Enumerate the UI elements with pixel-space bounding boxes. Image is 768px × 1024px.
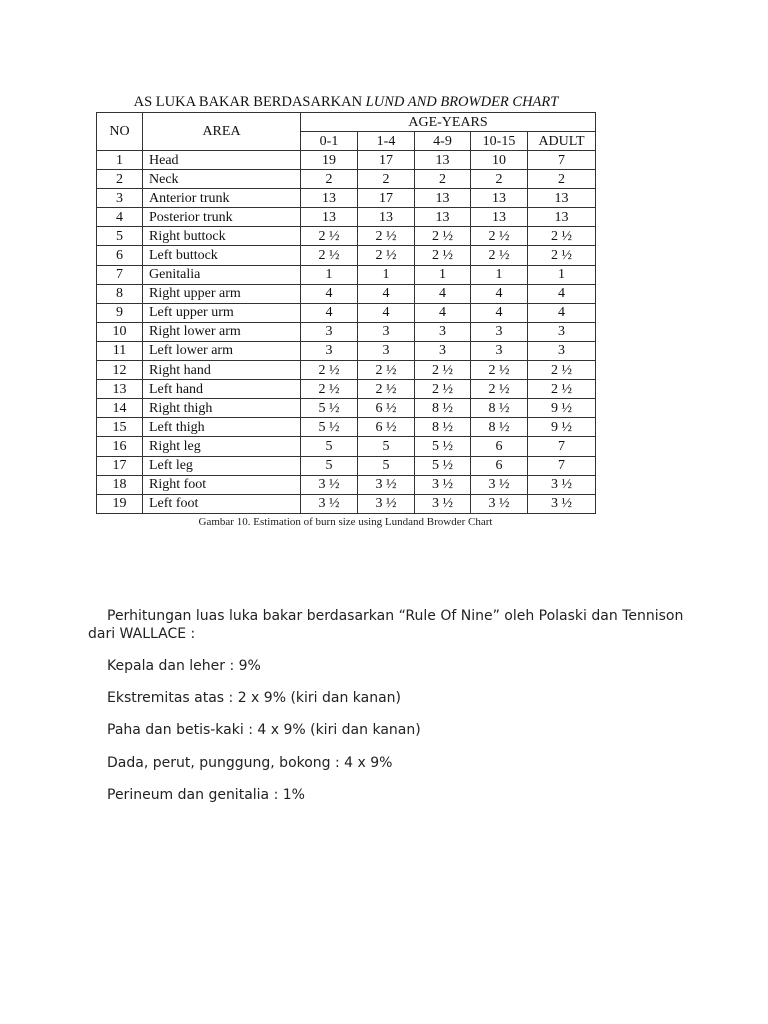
row-value: 2 ½ [415,361,471,380]
table-row [97,227,596,246]
row-value: 3 [415,341,471,360]
rule-item: Ekstremitas atas : 2 x 9% (kiri dan kanan) [107,690,402,706]
row-value: 3 [301,341,358,360]
row-number: 10 [97,322,143,341]
row-value: 2 ½ [358,380,415,399]
header-no: NO [97,113,143,151]
row-value: 2 ½ [415,227,471,246]
row-value: 3 ½ [471,494,528,513]
table-row [97,418,596,437]
header-age: ADULT [528,132,596,151]
row-value: 1 [528,265,596,284]
table-title-italic: LUND AND BROWDER CHART [365,94,559,110]
row-value: 4 [301,303,358,322]
table-title-text: AS LUKA BAKAR BERDASARKAN [133,94,366,110]
figure-caption: Gambar 10. Estimation of burn size using Lundand Browder Chart [198,516,493,528]
row-value: 13 [415,151,471,170]
row-value: 8 ½ [415,418,471,437]
row-value: 3 ½ [528,494,596,513]
row-value: 4 [358,284,415,303]
rule-item: Paha dan betis-kaki : 4 x 9% (kiri dan kanan) [107,722,421,738]
row-value: 5 [301,437,358,456]
row-number: 2 [97,170,143,189]
row-value: 2 ½ [528,227,596,246]
row-value: 3 ½ [301,475,358,494]
row-number: 19 [97,494,143,513]
table-body [97,151,596,514]
row-value: 3 [358,322,415,341]
table-row [97,208,596,227]
row-number: 15 [97,418,143,437]
row-value: 17 [358,151,415,170]
row-value: 4 [471,303,528,322]
row-area: Genitalia [143,265,301,284]
row-value: 2 ½ [528,361,596,380]
row-value: 5 [358,456,415,475]
row-value: 3 [415,322,471,341]
table-title [96,94,596,111]
row-value: 4 [528,303,596,322]
row-value: 4 [358,303,415,322]
row-value: 6 ½ [358,399,415,418]
row-value: 3 [471,322,528,341]
row-value: 3 ½ [358,475,415,494]
header-age: 0-1 [301,132,358,151]
row-value: 6 ½ [358,418,415,437]
row-area: Right hand [143,361,301,380]
row-value: 2 [301,170,358,189]
row-value: 17 [358,189,415,208]
row-area: Neck [143,170,301,189]
row-value: 5 [358,437,415,456]
row-value: 1 [471,265,528,284]
row-value: 10 [471,151,528,170]
row-value: 2 ½ [415,380,471,399]
table-row [97,303,596,322]
row-value: 3 [528,322,596,341]
row-number: 5 [97,227,143,246]
row-value: 5 [301,456,358,475]
row-value: 3 ½ [415,494,471,513]
row-value: 4 [415,284,471,303]
row-area: Right upper arm [143,284,301,303]
row-number: 6 [97,246,143,265]
row-number: 11 [97,341,143,360]
row-value: 7 [528,456,596,475]
row-number: 14 [97,399,143,418]
row-value: 13 [415,208,471,227]
row-value: 3 ½ [415,475,471,494]
row-value: 7 [528,151,596,170]
row-number: 17 [97,456,143,475]
row-value: 2 ½ [301,380,358,399]
row-value: 13 [528,208,596,227]
row-value: 4 [415,303,471,322]
row-value: 7 [528,437,596,456]
table-row [97,456,596,475]
row-value: 1 [358,265,415,284]
table-row [97,284,596,303]
row-value: 3 ½ [358,494,415,513]
row-value: 3 ½ [471,475,528,494]
row-value: 1 [415,265,471,284]
row-area: Left leg [143,456,301,475]
table-row [97,170,596,189]
row-value: 2 ½ [358,227,415,246]
table-row [97,322,596,341]
row-value: 2 ½ [528,246,596,265]
row-number: 13 [97,380,143,399]
row-value: 3 [471,341,528,360]
row-value: 2 ½ [471,246,528,265]
row-area: Right foot [143,475,301,494]
rule-item: Kepala dan leher : 9% [107,658,261,674]
row-value: 4 [471,284,528,303]
row-value: 13 [301,208,358,227]
row-area: Left thigh [143,418,301,437]
row-number: 3 [97,189,143,208]
row-value: 4 [301,284,358,303]
row-value: 2 [358,170,415,189]
row-value: 3 ½ [528,475,596,494]
table-row [97,151,596,170]
row-value: 8 ½ [415,399,471,418]
row-number: 7 [97,265,143,284]
table-row [97,361,596,380]
header-age: 10-15 [471,132,528,151]
row-area: Right thigh [143,399,301,418]
row-value: 9 ½ [528,399,596,418]
lund-browder-table [96,112,596,514]
row-value: 13 [528,189,596,208]
table-row [97,265,596,284]
row-value: 3 ½ [301,494,358,513]
row-value: 5 ½ [415,456,471,475]
row-value: 3 [358,341,415,360]
row-value: 2 ½ [471,361,528,380]
header-area: AREA [143,113,301,151]
row-value: 4 [528,284,596,303]
row-value: 2 ½ [301,227,358,246]
row-value: 13 [471,208,528,227]
intro-paragraph: Perhitungan luas luka bakar berdasarkan “Rule Of Nine” oleh Polaski dan Tennison dari WALLACE : [88,608,684,642]
row-area: Head [143,151,301,170]
row-value: 2 ½ [415,246,471,265]
row-value: 8 ½ [471,418,528,437]
row-number: 1 [97,151,143,170]
row-area: Right leg [143,437,301,456]
table-row [97,341,596,360]
rule-item: Dada, perut, punggung, bokong : 4 x 9% [107,755,393,771]
row-value: 5 ½ [301,399,358,418]
row-value: 2 ½ [358,246,415,265]
row-value: 5 ½ [301,418,358,437]
row-area: Left lower arm [143,341,301,360]
row-number: 18 [97,475,143,494]
row-value: 19 [301,151,358,170]
row-value: 2 ½ [358,361,415,380]
row-value: 13 [301,189,358,208]
table-row [97,437,596,456]
row-number: 16 [97,437,143,456]
table-row [97,399,596,418]
table-row [97,380,596,399]
header-age: 4-9 [415,132,471,151]
row-value: 13 [471,189,528,208]
row-value: 2 [415,170,471,189]
row-value: 2 ½ [471,227,528,246]
row-value: 1 [301,265,358,284]
row-value: 13 [358,208,415,227]
row-area: Left buttock [143,246,301,265]
row-value: 2 ½ [471,380,528,399]
row-area: Right lower arm [143,322,301,341]
row-value: 8 ½ [471,399,528,418]
header-age-years: AGE-YEARS [301,113,596,132]
row-value: 2 [471,170,528,189]
row-value: 13 [415,189,471,208]
row-number: 12 [97,361,143,380]
row-area: Anterior trunk [143,189,301,208]
row-value: 6 [471,456,528,475]
header-age: 1-4 [358,132,415,151]
row-value: 3 [528,341,596,360]
row-value: 2 ½ [528,380,596,399]
row-value: 6 [471,437,528,456]
row-value: 3 [301,322,358,341]
row-value: 5 ½ [415,437,471,456]
row-number: 4 [97,208,143,227]
row-number: 8 [97,284,143,303]
row-area: Left foot [143,494,301,513]
row-area: Left upper urm [143,303,301,322]
table-row [97,494,596,513]
row-value: 2 [528,170,596,189]
row-area: Left hand [143,380,301,399]
table-row [97,189,596,208]
row-value: 9 ½ [528,418,596,437]
table-row [97,246,596,265]
header-row [97,113,596,132]
table-row [97,475,596,494]
row-value: 2 ½ [301,361,358,380]
row-value: 2 ½ [301,246,358,265]
row-number: 9 [97,303,143,322]
row-area: Posterior trunk [143,208,301,227]
rule-item: Perineum dan genitalia : 1% [107,787,305,803]
row-area: Right buttock [143,227,301,246]
